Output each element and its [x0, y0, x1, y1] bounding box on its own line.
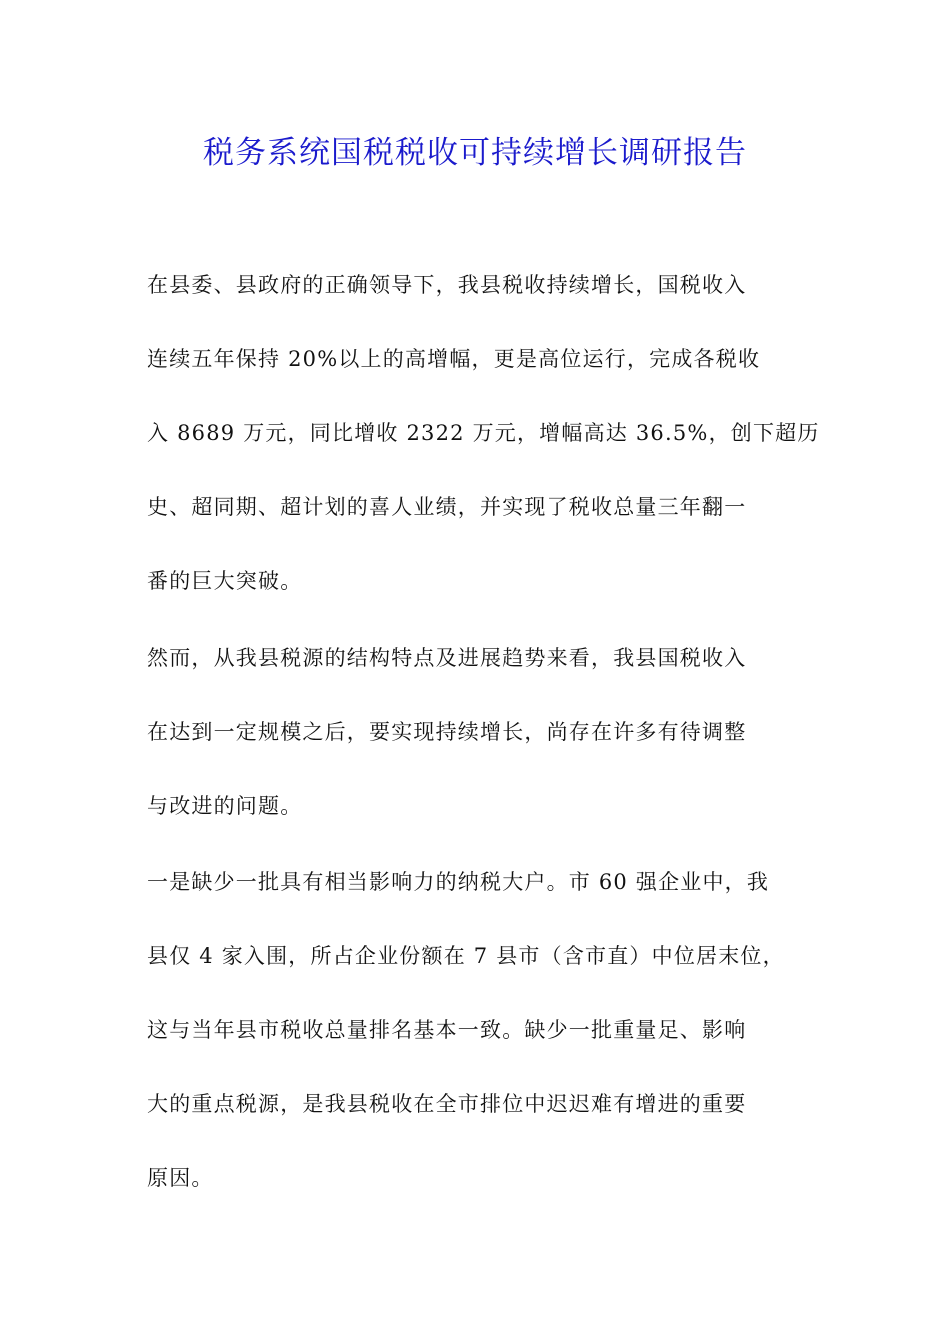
body-line: 与改进的问题。 — [147, 794, 303, 818]
body-line: 番的巨大突破。 — [147, 569, 303, 593]
body-line: 县仅 4 家入围，所占企业份额在 7 县市（含市直）中位居末位， — [147, 944, 785, 968]
body-line: 大的重点税源，是我县税收在全市排位中迟迟难有增进的重要 — [147, 1092, 747, 1116]
body-line: 在达到一定规模之后，要实现持续增长，尚存在许多有待调整 — [147, 720, 747, 744]
body-line: 史、超同期、超计划的喜人业绩，并实现了税收总量三年翻一 — [147, 495, 747, 519]
body-line: 然而，从我县税源的结构特点及进展趋势来看，我县国税收入 — [147, 646, 747, 670]
body-line: 在县委、县政府的正确领导下，我县税收持续增长，国税收入 — [147, 273, 747, 297]
document-title: 税务系统国税税收可持续增长调研报告 — [203, 135, 747, 171]
body-line: 入 8689 万元，同比增收 2322 万元，增幅高达 36.5%，创下超历 — [147, 421, 820, 445]
body-line: 连续五年保持 20%以上的高增幅，更是高位运行，完成各税收 — [147, 347, 761, 371]
body-line: 原因。 — [147, 1166, 214, 1190]
body-line: 这与当年县市税收总量排名基本一致。缺少一批重量足、影响 — [147, 1018, 747, 1042]
body-line: 一是缺少一批具有相当影响力的纳税大户。市 60 强企业中，我 — [147, 870, 770, 894]
